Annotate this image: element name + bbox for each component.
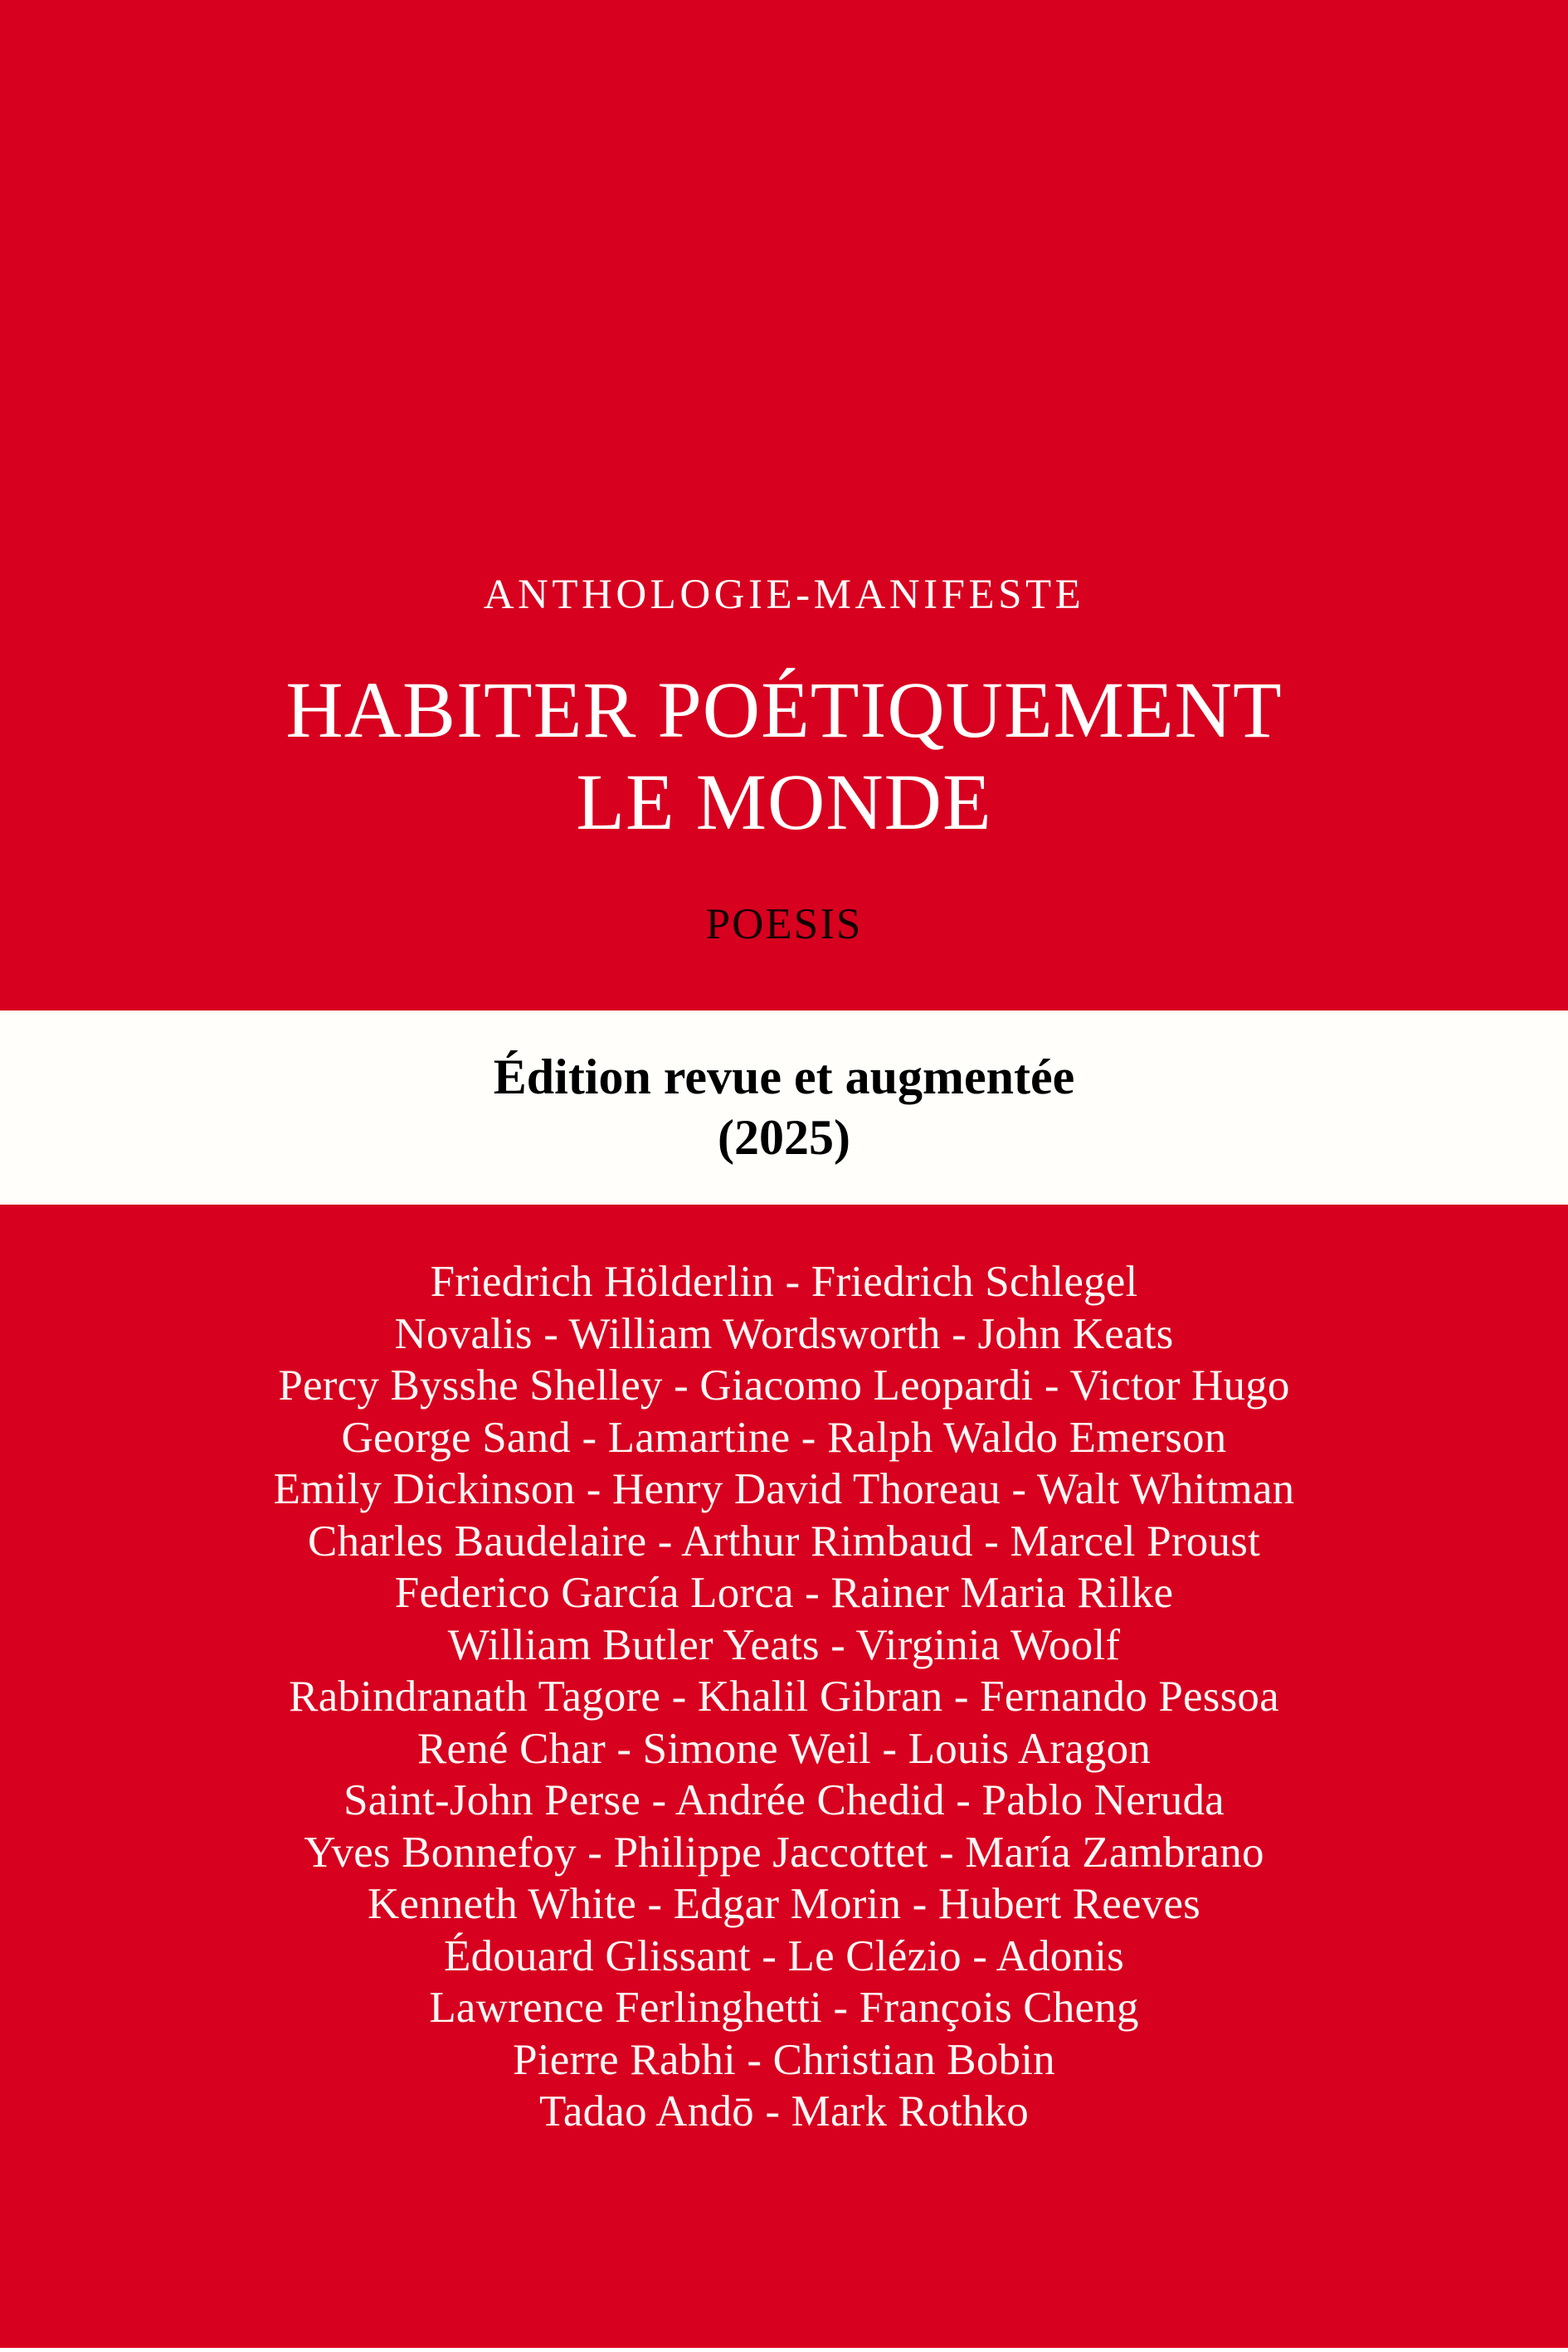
edition-line-1: Édition revue et augmentée <box>493 1049 1075 1104</box>
author-line: William Butler Yeats - Virginia Woolf <box>447 1620 1121 1669</box>
author-line: Charles Baudelaire - Arthur Rimbaud - Marcel Proust <box>308 1517 1260 1566</box>
author-line: Federico García Lorca - Rainer Maria Rilke <box>394 1569 1174 1617</box>
author-line: Emily Dickinson - Henry David Thoreau - Walt Whitman <box>273 1465 1295 1513</box>
title-block <box>0 0 1568 1010</box>
author-line: Kenneth White - Edgar Morin - Hubert Reeves <box>367 1880 1200 1928</box>
author-line: Percy Bysshe Shelley - Giacomo Leopardi - Victor Hugo <box>278 1361 1290 1410</box>
edition-line-2: (2025) <box>718 1110 850 1165</box>
author-line: Novalis - William Wordsworth - John Keats <box>394 1309 1174 1358</box>
bottom-edge-strip <box>0 2348 1568 2352</box>
author-line: Pierre Rabhi - Christian Bobin <box>513 2035 1055 2084</box>
title-line-2: LE MONDE <box>576 757 992 847</box>
author-line: Tadao Andō - Mark Rothko <box>539 2087 1029 2135</box>
title-line-1: HABITER POÉTIQUEMENT <box>285 665 1283 754</box>
author-line: Yves Bonnefoy - Philippe Jaccottet - María Zambrano <box>304 1828 1264 1877</box>
author-line: Friedrich Hölderlin - Friedrich Schlegel <box>430 1258 1138 1306</box>
author-line: René Char - Simone Weil - Louis Aragon <box>416 1724 1152 1773</box>
edition-banner <box>0 1010 1568 1205</box>
author-list <box>0 1205 1568 2352</box>
author-line: Rabindranath Tagore - Khalil Gibran - Fernando Pessoa <box>289 1673 1279 1721</box>
author-line: George Sand - Lamartine - Ralph Waldo Emerson <box>341 1413 1227 1462</box>
author-line: Édouard Glissant - Le Clézio - Adonis <box>444 1931 1124 1980</box>
cover-kicker: ANTHOLOGIE-MANIFESTE <box>483 572 1085 618</box>
author-line: Lawrence Ferlinghetti - François Cheng <box>429 1984 1139 2032</box>
page-title <box>0 664 1568 849</box>
publisher-imprint: POESIS <box>705 900 863 948</box>
author-line: Saint-John Perse - Andrée Chedid - Pablo Neruda <box>343 1776 1225 1824</box>
